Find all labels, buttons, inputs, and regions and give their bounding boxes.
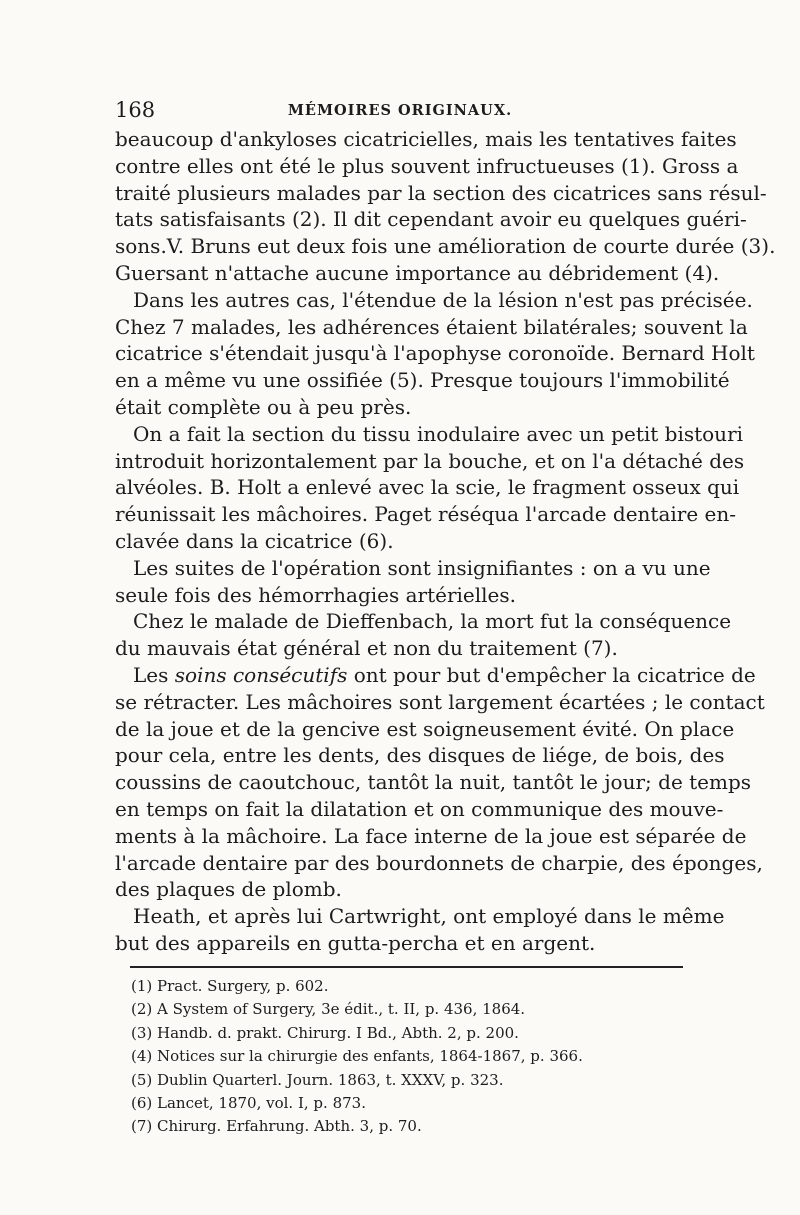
page-number: 168 (115, 98, 156, 122)
text-line (115, 663, 756, 687)
text-line: tats satisfaisants (2). Il dit cependant avoir eu quelques guéri- (115, 207, 747, 232)
footnote: (4) Notices sur la chirurgie des enfants, 1864-1867, p. 366. (131, 1047, 583, 1066)
text-line: introduit horizontalement par la bouche, et on l'a détaché des (115, 448, 745, 473)
text-line: Les suites de l'opération sont insignifiantes : on a vu une (133, 555, 711, 580)
footnote: (6) Lancet, 1870, vol. I, p. 873. (131, 1094, 366, 1113)
footnote-divider (130, 966, 683, 968)
footnote: (3) Handb. d. prakt. Chirurg. I Bd., Abth. 2, p. 200. (131, 1023, 519, 1042)
page-header (115, 98, 685, 124)
text-line: coussins de caoutchouc, tantôt la nuit, tantôt le jour; de temps (115, 770, 752, 795)
paragraph (115, 903, 725, 957)
footnote: (1) Pract. Surgery, p. 602. (131, 977, 329, 995)
footnote: (7) Chirurg. Erfahrung. Abth. 3, p. 70. (131, 1117, 422, 1136)
paragraph (115, 608, 732, 662)
footnote: (2) A System of Surgery, 3e édit., t. II, p. 436, 1864. (131, 1000, 526, 1019)
text-line: se rétracter. Les mâchoires sont largement écartées ; le contact (115, 689, 765, 714)
text-line: Chez 7 malades, les adhérences étaient bilatérales; souvent la (115, 314, 748, 339)
text-line: réunissait les mâchoires. Paget réséqua l'arcade dentaire en- (115, 502, 737, 527)
text-line: clavée dans la cicatrice (6). (115, 528, 394, 553)
paragraph (115, 662, 765, 903)
running-title: MÉMOIRES ORIGINAUX. (287, 102, 513, 119)
footnote: (5) Dublin Quarterl. Journ. 1863, t. XXXV, p. 323. (131, 1070, 504, 1089)
paragraph (115, 287, 755, 421)
text-line: On a fait la section du tissu inodulaire avec un petit bistouri (133, 421, 744, 446)
text-line: Guersant n'attache aucune importance au débridement (4). (115, 260, 720, 285)
text-run: Les (133, 662, 175, 687)
text-line: contre elles ont été le plus souvent infructueuses (1). Gross a (115, 153, 739, 178)
text-line: cicatrice s'étendait jusqu'à l'apophyse coronoïde. Bernard Holt (115, 341, 755, 366)
text-line: traité plusieurs malades par la section des cicatrices sans résul- (115, 180, 767, 205)
text-line: ments à la mâchoire. La face interne de la joue est séparée de (115, 823, 747, 848)
text-line: l'arcade dentaire par des bourdonnets de charpie, des éponges, (115, 850, 763, 875)
text-line: but des appareils en gutta-percha et en argent. (115, 930, 596, 955)
text-line: Chez le malade de Dieffenbach, la mort fut la conséquence (133, 609, 732, 634)
text-line: en temps on fait la dilatation et on communique des mouve- (115, 796, 724, 821)
emphasis-text: soins consécutifs (174, 662, 348, 687)
text-line: seule fois des hémorrhagies artérielles. (115, 582, 516, 607)
text-line: sons.V. Bruns eut deux fois une amélioration de courte durée (3). (115, 234, 776, 259)
text-run: ont pour but d'empêcher la cicatrice de (347, 662, 756, 687)
text-line: Heath, et après lui Cartwright, ont employé dans le même (133, 904, 725, 929)
body-text (115, 126, 776, 957)
paragraph (115, 421, 745, 555)
paragraph (115, 555, 711, 609)
text-line: de la joue et de la gencive est soigneusement évité. On place (115, 716, 735, 741)
paragraph (115, 126, 776, 287)
text-line: était complète ou à peu près. (115, 394, 412, 419)
text-line: en a même vu une ossifiée (5). Presque toujours l'immobilité (115, 368, 730, 393)
text-line: pour cela, entre les dents, des disques de liége, de bois, des (115, 743, 725, 768)
footnotes (131, 975, 683, 1139)
text-line: alvéoles. B. Holt a enlevé avec la scie, le fragment osseux qui (115, 475, 740, 500)
text-line: beaucoup d'ankyloses cicatricielles, mais les tentatives faites (115, 127, 737, 151)
text-line: du mauvais état général et non du traitement (7). (115, 636, 618, 661)
text-line: des plaques de plomb. (115, 877, 342, 902)
text-line: Dans les autres cas, l'étendue de la lésion n'est pas précisée. (133, 287, 753, 312)
